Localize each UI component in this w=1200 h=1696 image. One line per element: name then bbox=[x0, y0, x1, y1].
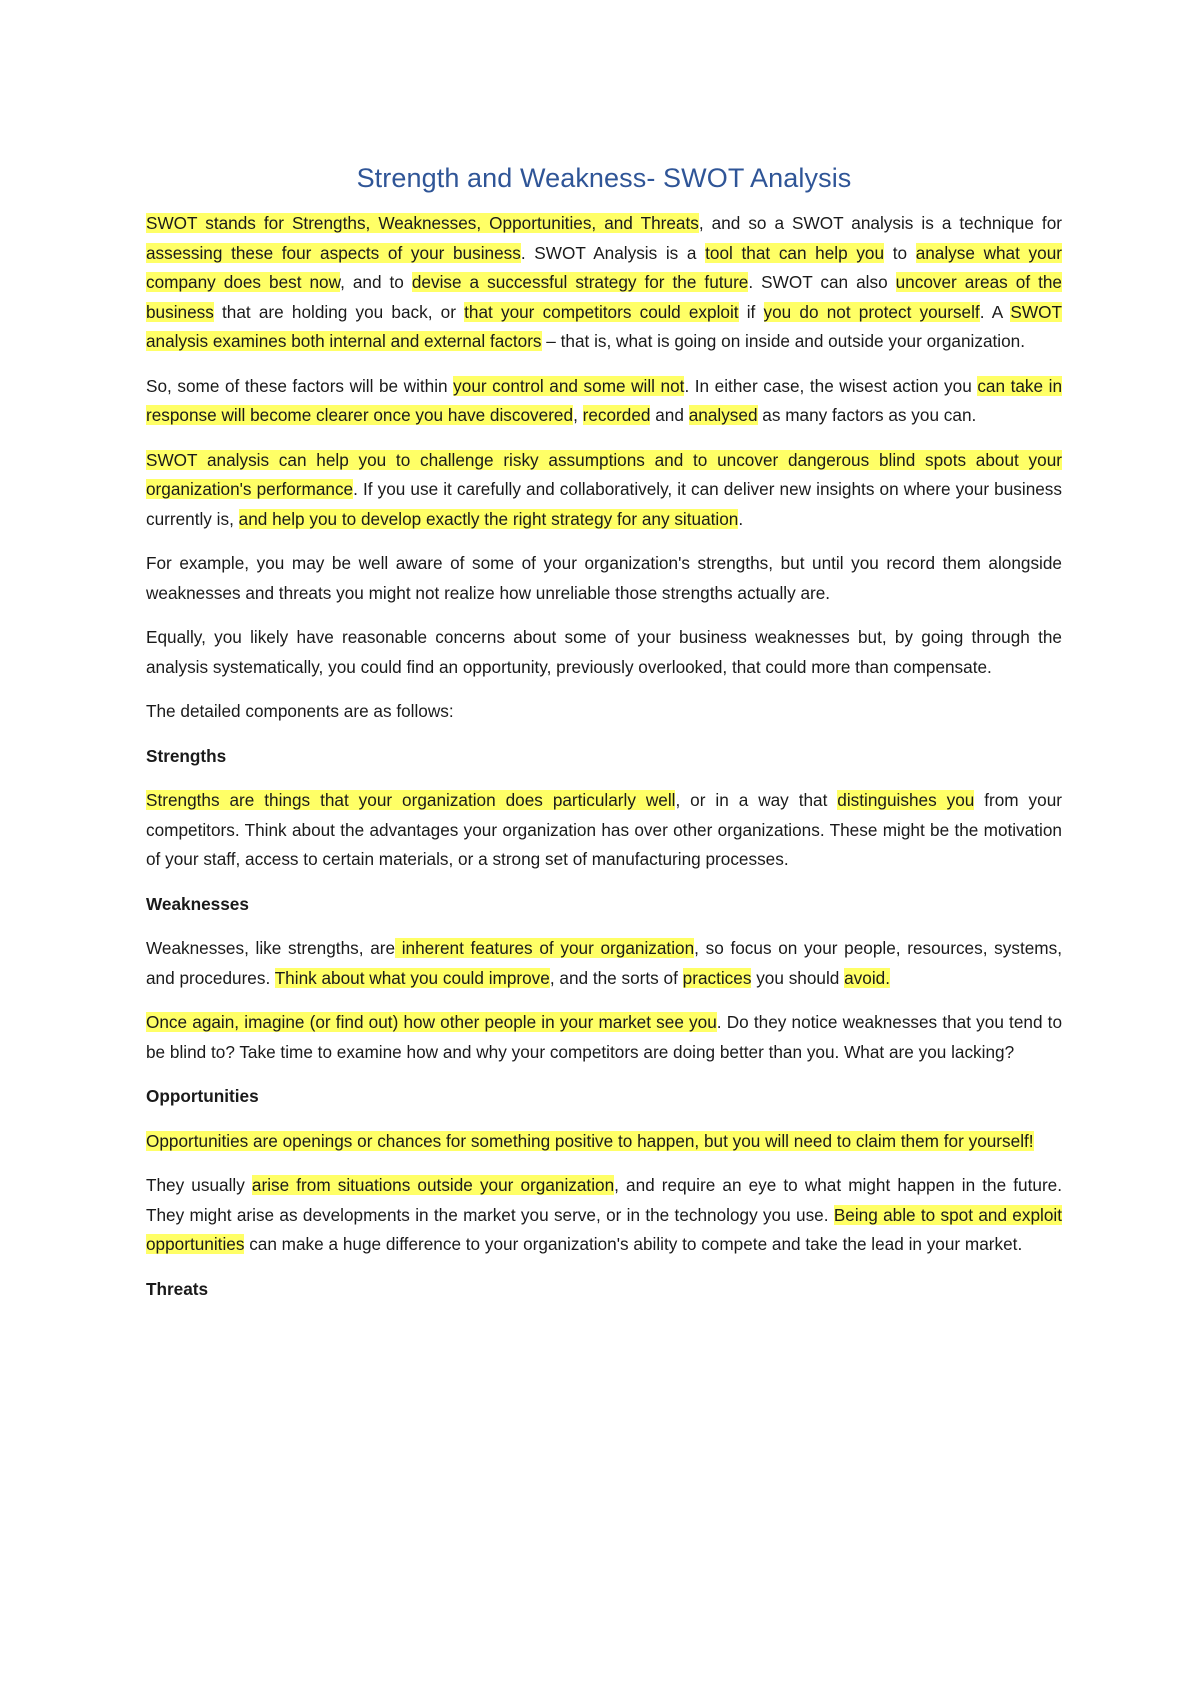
highlighted-text: avoid. bbox=[844, 967, 890, 988]
text-run: . SWOT Analysis is a bbox=[520, 242, 706, 263]
paragraph bbox=[146, 623, 1062, 682]
highlighted-text: Being able to spot and exploit opportunities bbox=[146, 1204, 1062, 1254]
highlighted-text: recorded bbox=[582, 405, 651, 425]
text-run: The detailed components are as follows: bbox=[146, 701, 454, 721]
paragraph bbox=[146, 1127, 1062, 1157]
text-run: . Do they notice weaknesses that you tend to be blind to? Take time to examine how and why your competitors are doing better than you. What are you lacking? bbox=[146, 1012, 1063, 1062]
highlighted-text: devise a successful strategy for the future bbox=[411, 272, 749, 292]
document-title: Strength and Weakness- SWOT Analysis bbox=[356, 163, 852, 193]
text-run: , so focus on your people, resources, systems, and procedures. bbox=[146, 938, 1062, 988]
highlighted-text: can take in response will become clearer once you have discovered bbox=[146, 375, 1062, 425]
section-heading-threats: Threats bbox=[146, 1278, 209, 1299]
text-run: . In either case, the wisest action you bbox=[684, 375, 978, 396]
highlighted-text: SWOT analysis can help you to challenge risky assumptions and to uncover dangerous blind spots about your organization's performance bbox=[146, 449, 1062, 499]
section-heading-strengths: Strengths bbox=[146, 745, 227, 766]
highlighted-text: analysed bbox=[688, 405, 758, 425]
text-run: They usually bbox=[146, 1175, 252, 1195]
text-run: . If you use it carefully and collaboratively, it can deliver new insights on where your business currently is, bbox=[146, 479, 1062, 529]
paragraph bbox=[146, 1171, 1062, 1260]
document-body bbox=[146, 209, 1062, 1304]
text-run: . bbox=[738, 508, 744, 529]
text-run: , bbox=[573, 405, 583, 425]
text-run: from your competitors. Think about the advantages your organization has over other organizations. These might be the motivation of your staff, access to certain materials, or a strong set of manufacturing processes. bbox=[146, 790, 1062, 869]
highlighted-text: inherent features of your organization bbox=[395, 938, 695, 958]
text-run: you should bbox=[751, 967, 845, 988]
paragraph bbox=[146, 372, 1062, 431]
paragraph bbox=[146, 786, 1062, 875]
text-run: and bbox=[650, 405, 689, 425]
text-run: , and to bbox=[340, 272, 412, 292]
text-run: can make a huge difference to your organization's ability to compete and take the lead in your market. bbox=[244, 1234, 1023, 1254]
highlighted-text: analyse what your company does best now bbox=[146, 242, 1062, 292]
highlighted-text: Once again, imagine (or find out) how other people in your market see you bbox=[146, 1012, 717, 1032]
highlighted-text: and help you to develop exactly the right strategy for any situation bbox=[238, 508, 739, 529]
text-run: to bbox=[884, 242, 916, 263]
paragraph bbox=[146, 446, 1062, 535]
text-run: , and so a SWOT analysis is a technique for bbox=[698, 213, 1062, 233]
paragraph bbox=[146, 1008, 1062, 1067]
text-run: . SWOT can also bbox=[748, 272, 896, 292]
text-run: For example, you may be well aware of some of your organization's strengths, but until you record them alongside weaknesses and threats you might not realize how unreliable those strengths actually are. bbox=[146, 553, 1062, 603]
highlighted-text: your control and some will not bbox=[453, 375, 685, 396]
highlighted-text: distinguishes you bbox=[837, 790, 975, 810]
highlighted-text: uncover areas of the business bbox=[146, 272, 1062, 322]
text-run: – that is, what is going on inside and outside your organization. bbox=[541, 331, 1025, 351]
text-run: , or in a way that bbox=[675, 790, 838, 810]
highlighted-text: tool that can help you bbox=[705, 242, 885, 263]
text-run: Weaknesses, like strengths, are bbox=[146, 938, 396, 958]
highlighted-text: Think about what you could improve bbox=[274, 967, 550, 988]
text-run: . A bbox=[979, 301, 1011, 322]
paragraph bbox=[146, 934, 1062, 993]
highlighted-text: Strengths are things that your organization does particularly well bbox=[146, 790, 676, 810]
highlighted-text: you do not protect yourself bbox=[763, 301, 980, 322]
section-heading-weaknesses: Weaknesses bbox=[146, 893, 249, 914]
text-run: if bbox=[738, 301, 764, 322]
section-heading-opportunities: Opportunities bbox=[146, 1086, 259, 1106]
highlighted-text: SWOT analysis examines both internal and external factors bbox=[146, 301, 1062, 351]
text-run: that are holding you back, or bbox=[213, 301, 465, 322]
paragraph bbox=[146, 209, 1062, 357]
highlighted-text: practices bbox=[682, 967, 752, 988]
text-run: , and require an eye to what might happen in the future. They might arise as developments in the market you serve, or in the technology you use. bbox=[146, 1175, 1063, 1225]
text-run: Equally, you likely have reasonable concerns about some of your business weaknesses but, by going through the analysis systematically, you could find an opportunity, previously overlooked, that could more than compensate. bbox=[146, 627, 1062, 677]
text-run: , and the sorts of bbox=[549, 967, 683, 988]
highlighted-text: SWOT stands for Strengths, Weaknesses, Opportunities, and Threats bbox=[146, 213, 699, 233]
text-run: So, some of these factors will be within bbox=[146, 375, 454, 396]
highlighted-text: that your competitors could exploit bbox=[464, 301, 739, 322]
highlighted-text: arise from situations outside your organization bbox=[251, 1175, 615, 1195]
text-run: as many factors as you can. bbox=[757, 405, 977, 425]
paragraph bbox=[146, 697, 1062, 727]
paragraph bbox=[146, 549, 1062, 608]
document-page bbox=[146, 160, 1062, 1319]
highlighted-text: assessing these four aspects of your business bbox=[146, 242, 521, 263]
highlighted-text: Opportunities are openings or chances for something positive to happen, but you will need to claim them for yourself! bbox=[146, 1130, 1034, 1151]
